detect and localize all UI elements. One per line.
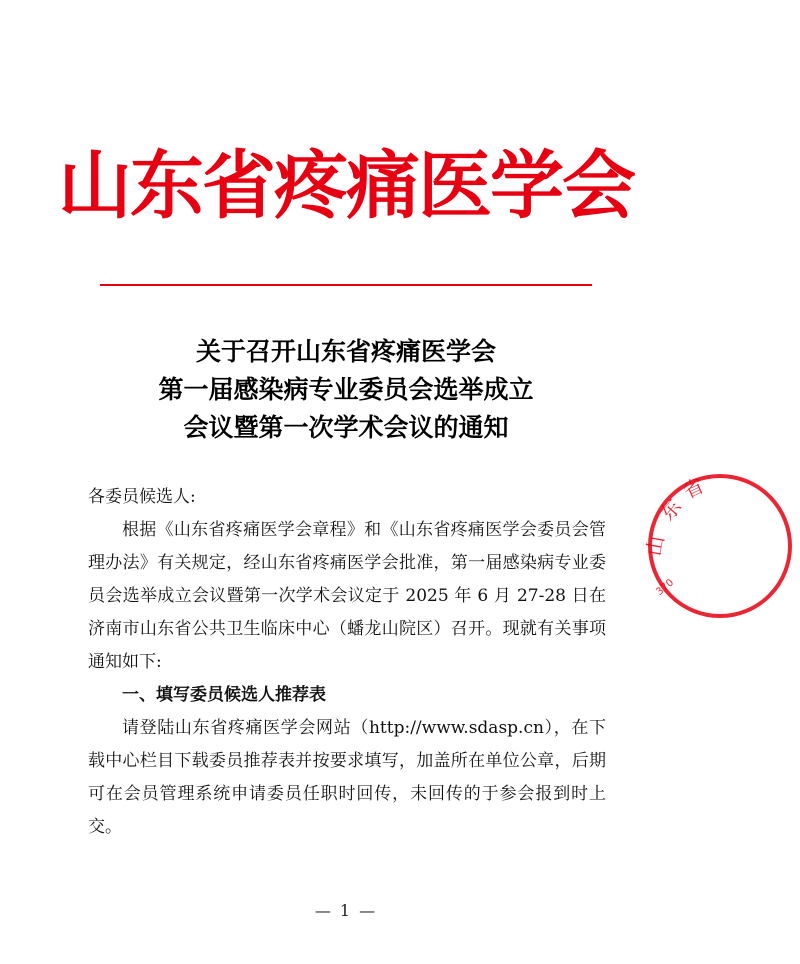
section-body-1: 请登陆山东省疼痛医学会网站（http://www.sdasp.cn），在下载中心栏目下载委员推荐表并按要求填写，加盖所在单位公章，后期可在会员管理系统申请委员任职时回传，未回传的于参会报到时上交。 (88, 718, 606, 837)
page-number: — 1 — (314, 901, 378, 920)
masthead-divider (100, 284, 592, 286)
svg-text:东: 东 (654, 494, 687, 526)
notice-title-line-3: 会议暨第一次学术会议的通知 (183, 413, 509, 442)
svg-text:370: 370 (654, 577, 677, 598)
organization-masthead: 山东省疼痛医学会 (58, 143, 634, 229)
notice-title-line-1: 关于召开山东省疼痛医学会 (195, 337, 496, 366)
notice-title-line-2: 第一届感染病专业委员会选举成立 (158, 375, 534, 404)
svg-text:省: 省 (679, 473, 708, 504)
salutation: 各委员候选人: (88, 487, 196, 507)
notice-title (0, 333, 692, 447)
notice-body (88, 481, 606, 844)
official-seal-stamp (640, 466, 800, 626)
svg-text:山: 山 (641, 533, 669, 558)
paragraph-intro: 根据《山东省疼痛医学会章程》和《山东省疼痛医学会委员会管理办法》有关规定，经山东省疼痛医学会批准，第一届感染病专业委员会选举成立会议暨第一次学术会议定于 2025 年 6 月 27-28 日在济南市山东省公共卫生临床中心（蟠龙山院区）召开。现就有关事项通知如下: (88, 520, 606, 672)
section-heading-1: 一、填写委员候选人推荐表 (122, 685, 326, 705)
